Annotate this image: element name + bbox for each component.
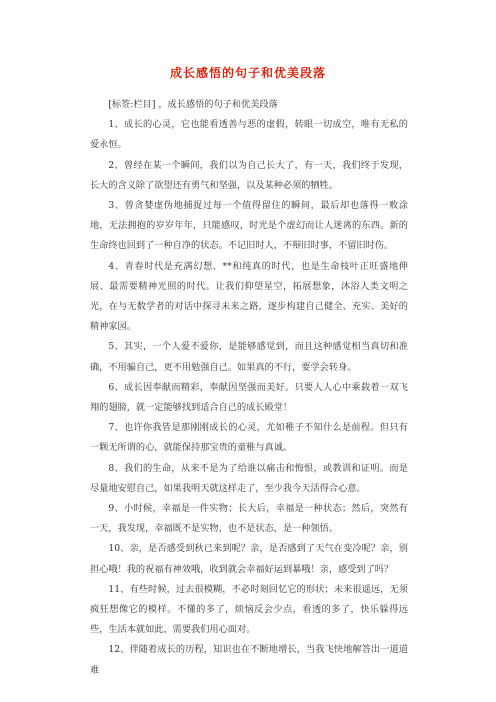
- page-title: 成长感悟的句子和优美段落: [169, 66, 326, 80]
- paragraph: 7、也许你我皆是那刚刚成长的心灵，尤如稚子不知什么是前程。但只有一颗无所谓的心，就能保持那宝贵的童稚与真诚。: [90, 422, 408, 454]
- paragraph: 12、伴随着成长的历程，知识也在不断地增长，当我飞快地解答出一道道难: [90, 644, 408, 676]
- paragraph: 4、青春时代是充满幻想、**和纯真的时代，也是生命枝叶正旺盛地伸展、最需要精神光照的时代。让我们仰望星空，拓展想象，沐浴人类文明之光，在与无数学者的对话中探寻未来之路，逐步构建自己健全、充实、美好的精神家园。: [90, 260, 408, 333]
- paragraph: 2、曾经在某一个瞬间，我们以为自己长大了，有一天，我们终于发现，长大的含义除了欲望还有勇气和坚强，以及某种必须的牺牲。: [90, 159, 408, 191]
- tagline: [标签:栏目] ，成长感悟的句子和优美段落: [108, 99, 278, 110]
- paragraph: 9、小时候，幸福是一件实物；长大后，幸福是一种状态；然后，突然有一天，我发现，幸福既不是实物，也不是状态，是一种领悟。: [90, 503, 408, 535]
- article-body: [90, 95, 408, 681]
- paragraph: 6、成长因奉献而精彩，奉献因坚强而美好。只要人人心中乘载着一双飞翔的翅膀，就一定能够找到适合自己的成长殿堂！: [90, 381, 408, 414]
- paragraph: 5、其实，一个人爱不爱你，是能够感觉到，而且这种感觉相当真切和准确，不用骗自己，更不用勉强自己。如果真的不行，要学会转身。: [90, 341, 408, 373]
- paragraph: 1、成长的心灵，它也能看透善与恶的虚假，转眼一切成空，唯有无私的爱永恒。: [90, 119, 408, 151]
- paragraph: 11、有些时候，过去很模糊，不必时刻回忆它的形状；未来很遥远，无须疯狂想像它的模样。不懂的多了，烦恼反会少点，看透的多了，快乐躲得远些，生活本就如此，需要我们用心面对。: [90, 583, 408, 636]
- paragraph: 10、亲，是否感受到秋已来到呢？亲，是否感到了天气在变冷呢？亲，别担心哦！我的祝福有神效哦，收到就会幸福好运到暴哦！亲，感受到了吗？: [90, 543, 408, 575]
- paragraph: 8、我们的生命，从来不是为了给谁以痛击和悔恨，或教训和证明。而是尽量地安慰自己，如果我明天就这样走了，至少我今天活得合心意。: [90, 462, 408, 494]
- paragraph: 3、曾贪婪虚伪地捕捉过每一个值得留住的瞬间，最后却也落得一败涂地，无法拥抱的岁岁年年，只能感叹，时光是个虚幻而让人迷离的东西。新的生命终也回到了一种自净的状态。不记旧时人，不辩旧时事，不留旧时伤。: [90, 200, 408, 252]
